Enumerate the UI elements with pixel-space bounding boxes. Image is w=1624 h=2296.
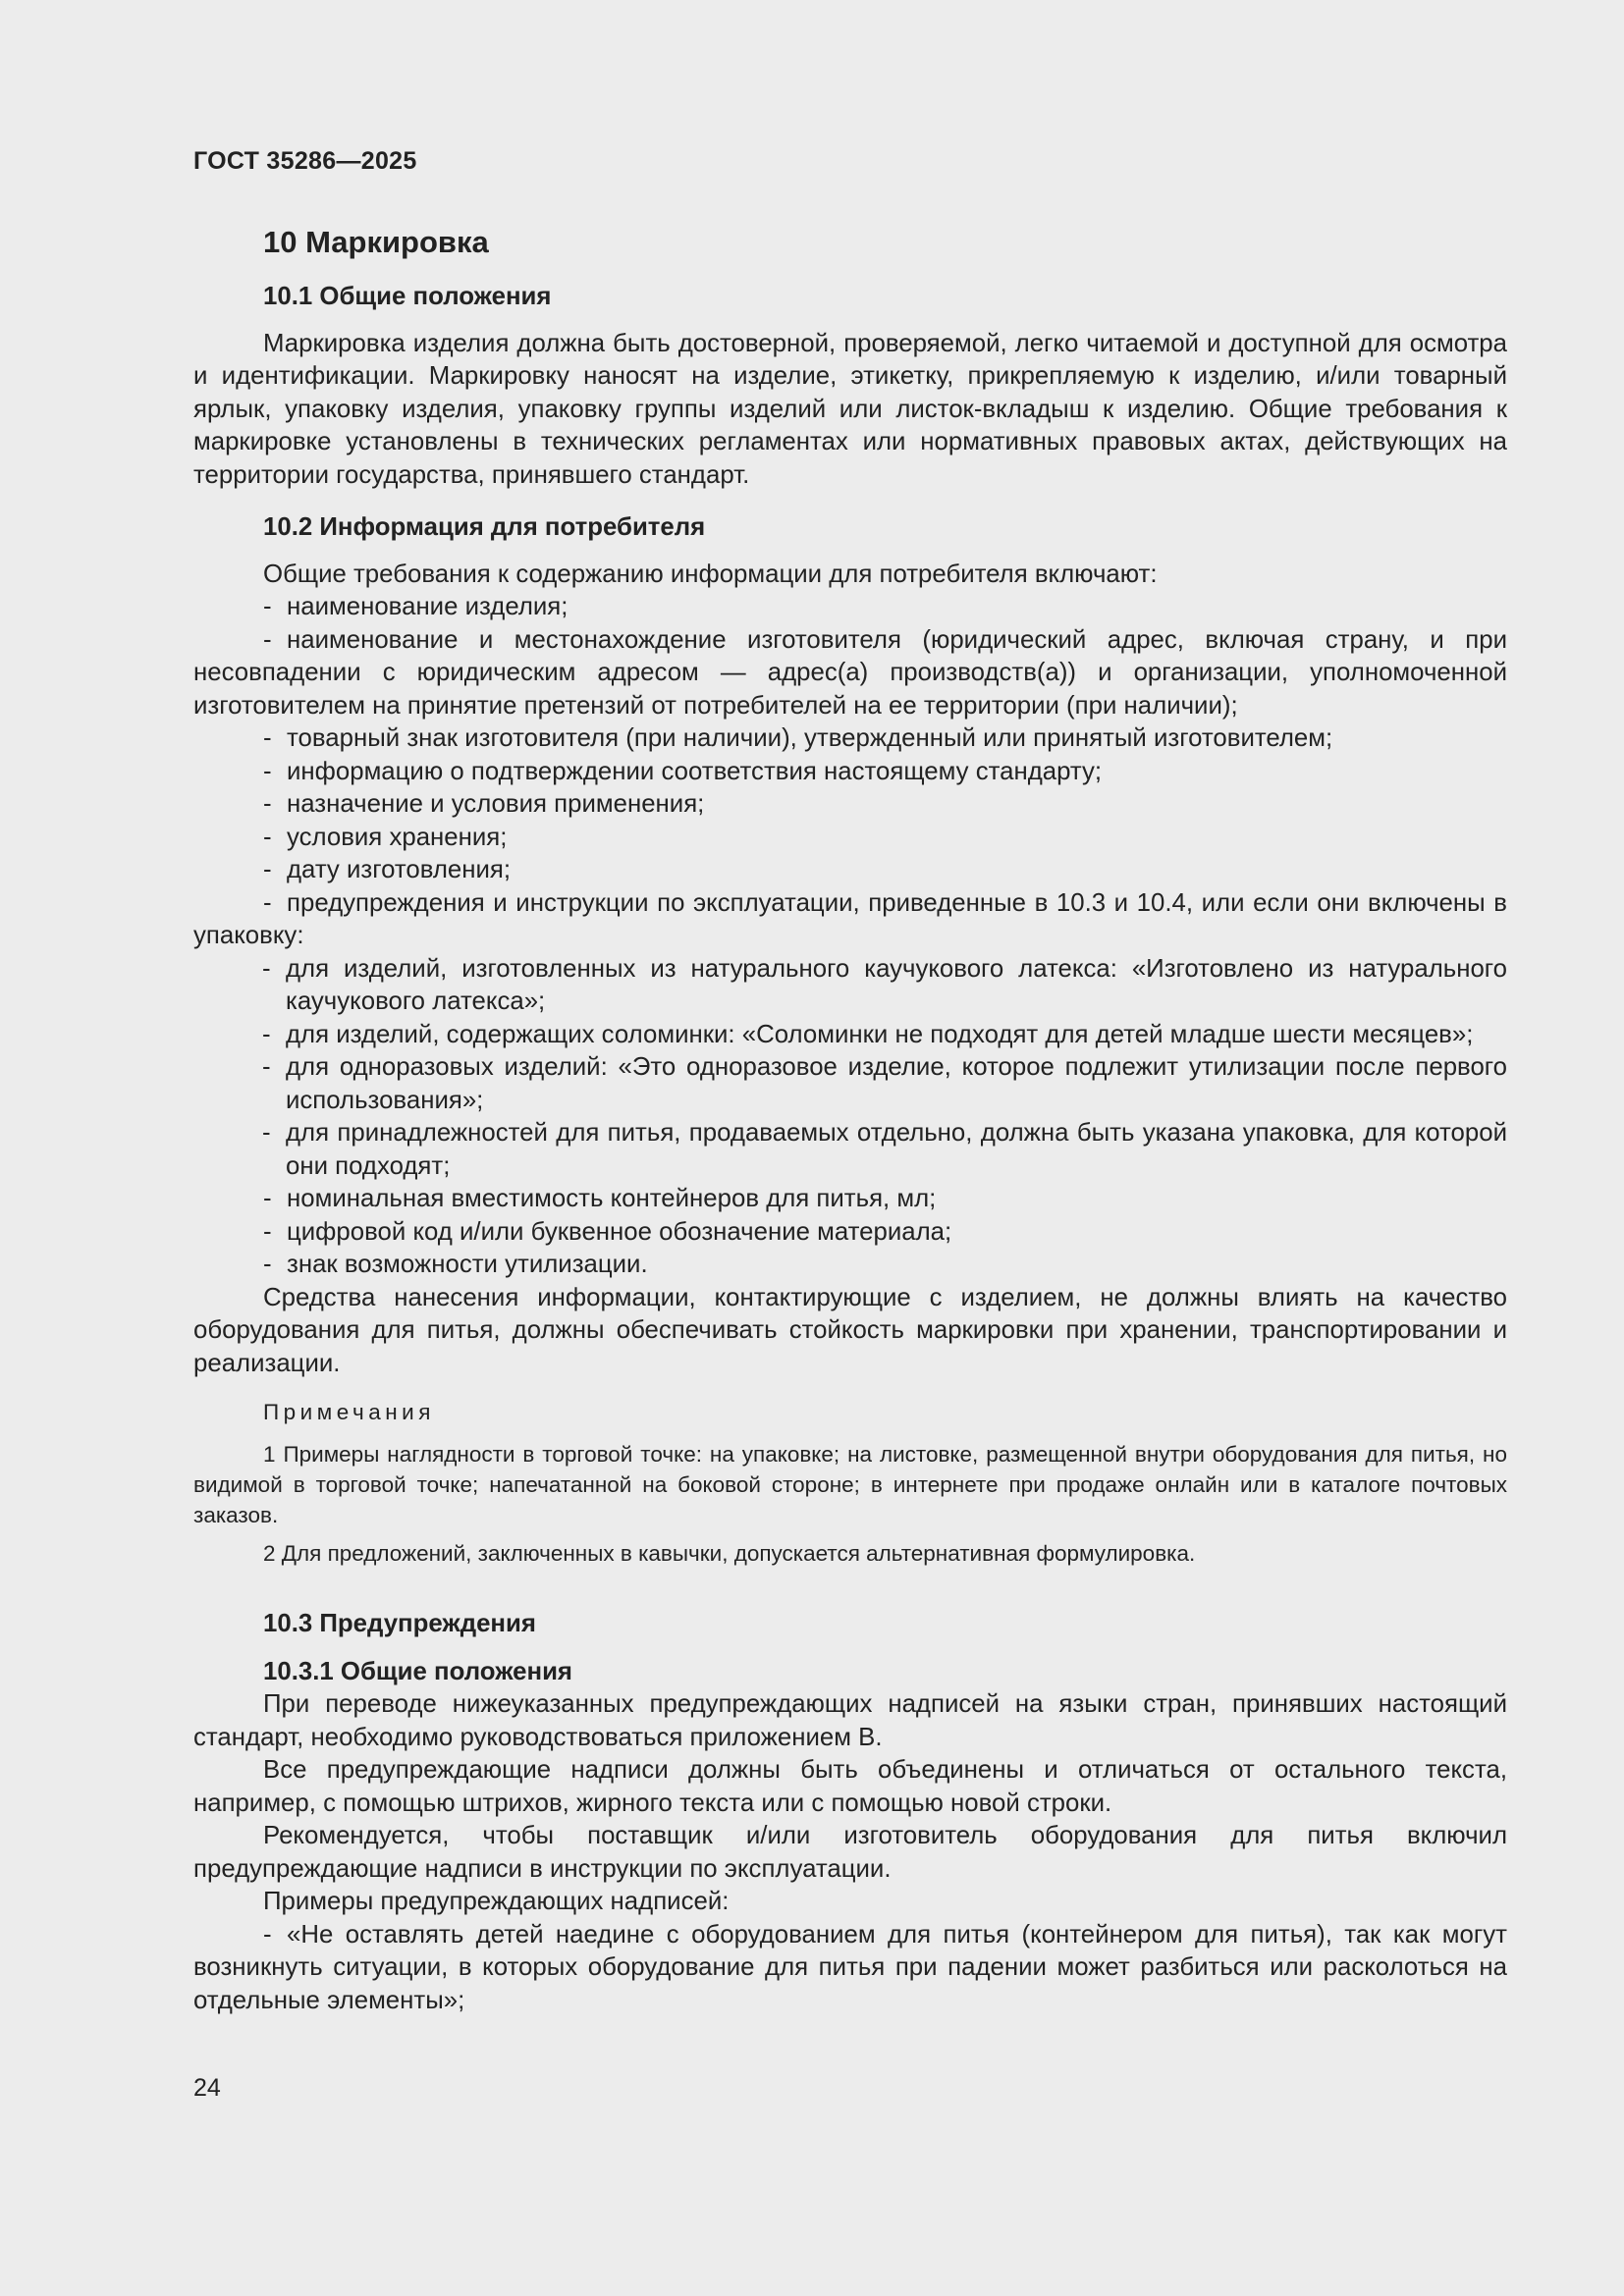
dash-marker: -	[263, 724, 272, 752]
dash-marker: -	[263, 1251, 272, 1278]
list-item: - наименование изделия;	[193, 591, 1507, 624]
dash-marker: -	[263, 757, 272, 785]
sub-list-item: - для одноразовых изделий: «Это одноразовое изделие, которое подлежит утилизации после первого использования»;	[262, 1053, 1507, 1114]
dash-marker: -	[263, 856, 272, 883]
list-item: - номинальная вместимость контейнеров для питья, мл;	[193, 1183, 1507, 1216]
list-item: - предупреждения и инструкции по эксплуатации, приведенные в 10.3 и 10.4, или если они включены в упаковку:	[193, 888, 1507, 949]
section-10-3-heading: 10.3 Предупреждения	[263, 1610, 536, 1637]
section-10-2-intro: Общие требования к содержанию информации для потребителя включают:	[263, 560, 1158, 588]
dash-marker: -	[262, 1119, 271, 1147]
sub-list-item: - для принадлежностей для питья, продаваемых отдельно, должна быть указана упаковка, для которой они подходят;	[262, 1119, 1507, 1180]
list-item: - назначение и условия применения;	[193, 788, 1507, 822]
document-body	[193, 224, 1507, 2017]
section-10-3-1-paragraph-2: Все предупреждающие надписи должны быть объединены и отличаться от остального текста, например, с помощью штрихов, жирного текста или с помощью новой строки.	[193, 1756, 1507, 1817]
section-10-3-1-heading: 10.3.1 Общие положения	[263, 1657, 572, 1685]
dash-marker: -	[262, 954, 271, 983]
list-item: - наименование и местонахождение изготовителя (юридический адрес, включая страну, и при несовпадении с юридическим адресом — адрес(а) производств(а)) и организации, уполномоченной изготовителем на принятие претензий от потребителей на ее территории (при наличии);	[193, 625, 1507, 720]
section-10-3-1-paragraph-4: Примеры предупреждающих надписей:	[263, 1888, 730, 1915]
list-item: - условия хранения;	[193, 822, 1507, 855]
list-item: - товарный знак изготовителя (при наличии), утвержденный или принятый изготовителем;	[193, 722, 1507, 756]
notes-title: Примечания	[263, 1400, 435, 1424]
page-number: 24	[193, 2074, 221, 2102]
dash-marker: -	[263, 1185, 272, 1212]
section-10-2-closing: Средства нанесения информации, контактирующие с изделием, не должны влиять на качество оборудования для питья, должны обеспечивать стойкость маркировки при хранении, транспортировании и реализации.	[193, 1283, 1507, 1377]
section-10-2-heading: 10.2 Информация для потребителя	[263, 513, 706, 541]
list-item: - информацию о подтверждении соответствия настоящему стандарту;	[193, 756, 1507, 789]
sub-list-item: - для изделий, изготовленных из натурального каучукового латекса: «Изготовлено из натурального каучукового латекса»;	[262, 954, 1507, 1015]
list-item: - знак возможности утилизации.	[193, 1249, 1507, 1282]
sub-list-item: - для изделий, содержащих соломинки: «Соломинки не подходят для детей младше шести месяцев»;	[193, 1019, 1507, 1052]
dash-marker: -	[263, 1920, 272, 1949]
dash-marker: -	[263, 823, 272, 851]
note-2: 2 Для предложений, заключенных в кавычки, допускается альтернативная формулировка.	[263, 1541, 1196, 1566]
dash-marker: -	[263, 625, 272, 654]
list-item: - «Не оставлять детей наедине с оборудованием для питья (контейнером для питья), так как могут возникнуть ситуации, в которых оборудование для питья при падении может разбиться или расколоться на отдельные элементы»;	[193, 1920, 1507, 2014]
dash-marker: -	[262, 1020, 271, 1048]
dash-marker: -	[263, 888, 272, 917]
list-item: - цифровой код и/или буквенное обозначение материала;	[193, 1216, 1507, 1250]
section-10-1-heading: 10.1 Общие положения	[263, 283, 552, 310]
dash-marker: -	[263, 1217, 272, 1246]
document-header: ГОСТ 35286—2025	[193, 147, 417, 175]
section-10-heading: 10 Маркировка	[263, 225, 489, 259]
section-10-3-1-paragraph-1: При переводе нижеуказанных предупреждающих надписей на языки стран, принявших настоящий стандарт, необходимо руководствоваться приложением В.	[193, 1690, 1507, 1751]
note-1: 1 Примеры наглядности в торговой точке: на упаковке; на листовке, размещенной внутри оборудования для питья, но видимой в торговой точке; напечатанной на боковой стороне; в интернете при продаже онлайн или в каталоге почтовых заказов.	[193, 1442, 1507, 1527]
dash-marker: -	[263, 593, 272, 620]
section-10-1-paragraph: Маркировка изделия должна быть достоверной, проверяемой, легко читаемой и доступной для осмотра и идентификации. Маркировку наносят на изделие, этикетку, прикрепляемую к изделию, и/или товарный ярлык, упаковку изделия, упаковку группы изделий или листок-вкладыш к изделию. Общие требования к маркировке установлены в технических регламентах или нормативных правовых актах, действующих на территории государства, принявшего стандарт.	[193, 329, 1507, 489]
dash-marker: -	[262, 1053, 271, 1081]
section-10-3-1-paragraph-3: Рекомендуется, чтобы поставщик и/или изготовитель оборудования для питья включил предупреждающие надписи в инструкции по эксплуатации.	[193, 1822, 1507, 1883]
dash-marker: -	[263, 790, 272, 818]
list-item: - дату изготовления;	[193, 854, 1507, 887]
